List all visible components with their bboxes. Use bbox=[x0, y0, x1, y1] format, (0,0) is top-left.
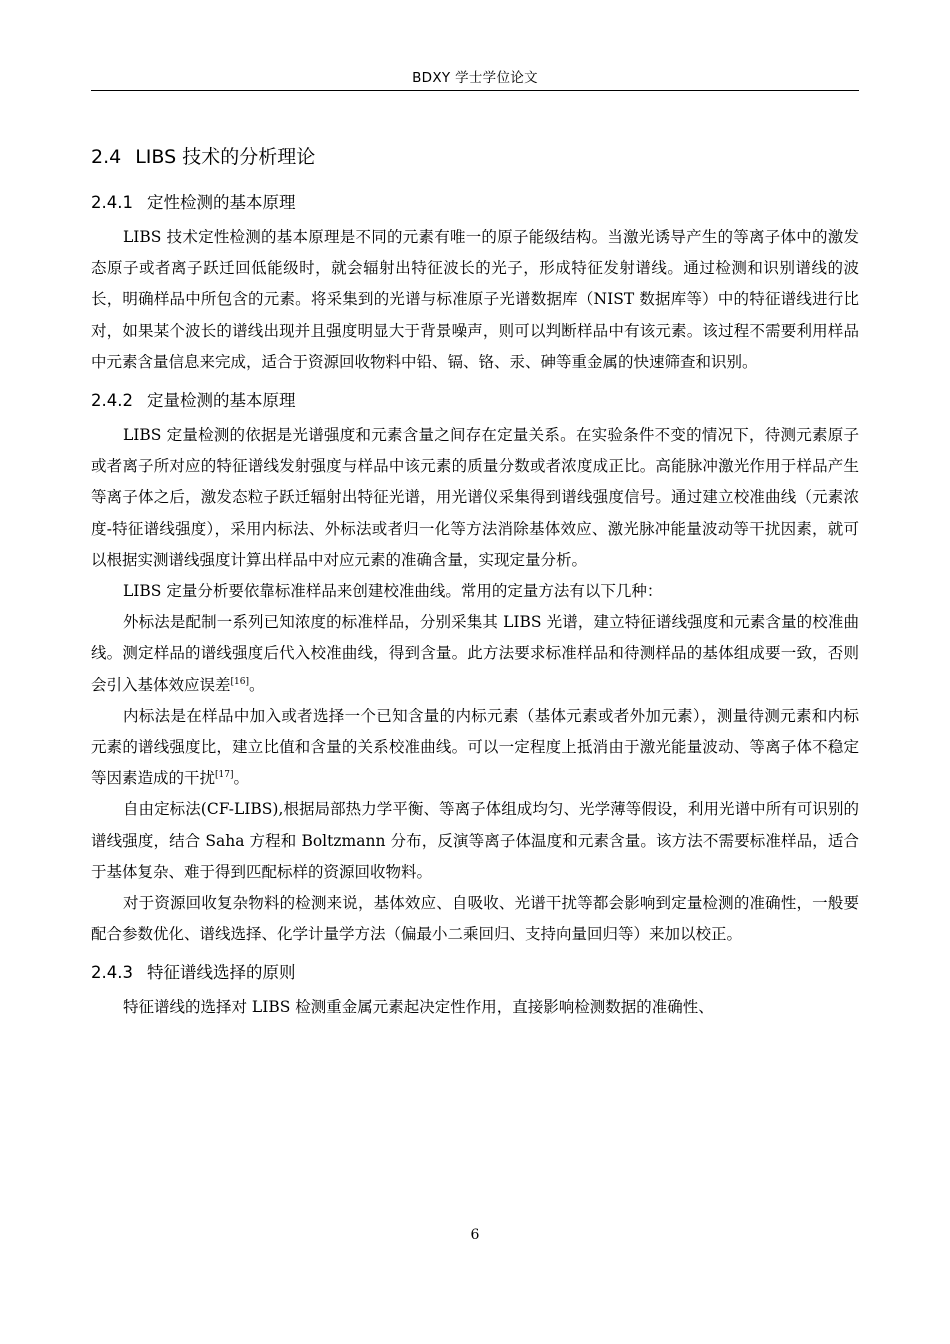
paragraph: 特征谱线的选择对 LIBS 检测重金属元素起决定性作用，直接影响检测数据的准确性、 bbox=[123, 998, 714, 1017]
paragraph-external-standard bbox=[91, 607, 859, 701]
paragraph-text: 外标法是配制一系列已知浓度的标准样品，分别采集其 LIBS 光谱，建立特征谱线强度和元素含量的校准曲线。测定样品的谱线强度后代入校准曲线，得到含量。此方法要求标准样品和待测样品的基体组成要一致，否则会引入基体效应误差 bbox=[91, 613, 859, 694]
subsection-heading-2-4-1 bbox=[91, 190, 859, 216]
subsection-title: 定量检测的基本原理 bbox=[146, 391, 296, 411]
paragraph-internal-standard bbox=[91, 701, 859, 795]
header-rule bbox=[91, 90, 859, 91]
subsection-title: 特征谱线选择的原则 bbox=[146, 963, 296, 983]
section-heading bbox=[91, 144, 859, 170]
subsection-title: 定性检测的基本原理 bbox=[146, 193, 296, 212]
page-body bbox=[91, 140, 859, 1024]
running-header: BDXY 学士学位论文 bbox=[412, 70, 538, 86]
paragraph-text: 内标法是在样品中加入或者选择一个已知含量的内标元素（基体元素或者外加元素），测量待测元素和内标元素的谱线强度比，建立比值和含量的关系校准曲线。可以一定程度上抵消由于激光能量波动、等离子体不稳定等因素造成的干扰 bbox=[91, 706, 859, 788]
subsection-heading-2-4-3 bbox=[91, 960, 859, 986]
subsection-number: 2.4.1 bbox=[91, 193, 133, 212]
paragraph: LIBS 定量分析要依靠标准样品来创建校准曲线。常用的定量方法有以下几种： bbox=[123, 582, 663, 601]
subsection-heading-2-4-2 bbox=[91, 388, 859, 414]
section-title: LIBS 技术的分析理论 bbox=[135, 146, 316, 168]
subsection-number: 2.4.2 bbox=[91, 391, 133, 411]
paragraph: 对于资源回收复杂物料的检测来说，基体效应、自吸收、光谱干扰等都会影响到定量检测的准确性，一般要配合参数优化、谱线选择、化学计量学方法（偏最小二乘回归、支持向量回归等）来加以校正。 bbox=[91, 894, 859, 944]
section-number: 2.4 bbox=[91, 146, 122, 168]
page-number: 6 bbox=[470, 1227, 480, 1243]
paragraph: LIBS 技术定性检测的基本原理是不同的元素有唯一的原子能级结构。当激光诱导产生的等离子体中的激发态原子或者离子跃迁回低能级时，就会辐射出特征波长的光子，形成特征发射谱线。通过检测和识别谱线的波长，明确样品中所包含的元素。将采集到的光谱与标准原子光谱数据库（NIST 数据库等）中的特征谱线进行比对，如果某个波长的谱线出现并且强度明显大于背景噪声，则可以判断样品中有该元素。该过程不需要利用样品中元素含量信息来完成，适合于资源回收物料中铅、镉、铬、汞、砷等重金属的快速筛查和识别。 bbox=[91, 228, 859, 371]
citation-16: [16] bbox=[230, 676, 249, 687]
paragraph: 自由定标法(CF-LIBS),根据局部热力学平衡、等离子体组成均匀、光学薄等假设，利用光谱中所有可识别的谱线强度，结合 Saha 方程和 Boltzmann 分布，反演等离子体温度和元素含量。该方法不需要标准样品，适合于基体复杂、难于得到匹配标样的资源回收物料。 bbox=[91, 800, 859, 881]
paragraph: LIBS 定量检测的依据是光谱强度和元素含量之间存在定量关系。在实验条件不变的情况下，待测元素原子或者离子所对应的特征谱线发射强度与样品中该元素的质量分数或者浓度成正比。高能脉冲激光作用于样品产生等离子体之后，激发态粒子跃迁辐射出特征光谱，用光谱仪采集得到谱线强度信号。通过建立校准曲线（元素浓度-特征谱线强度），采用内标法、外标法或者归一化等方法消除基体效应、激光脉冲能量波动等干扰因素，就可以根据实测谱线强度计算出样品中对应元素的准确含量，实现定量分析。 bbox=[91, 426, 859, 569]
sentence-end: 。 bbox=[233, 769, 250, 788]
sentence-end: 。 bbox=[249, 675, 265, 694]
subsection-number: 2.4.3 bbox=[91, 963, 133, 983]
citation-17: [17] bbox=[215, 770, 234, 781]
